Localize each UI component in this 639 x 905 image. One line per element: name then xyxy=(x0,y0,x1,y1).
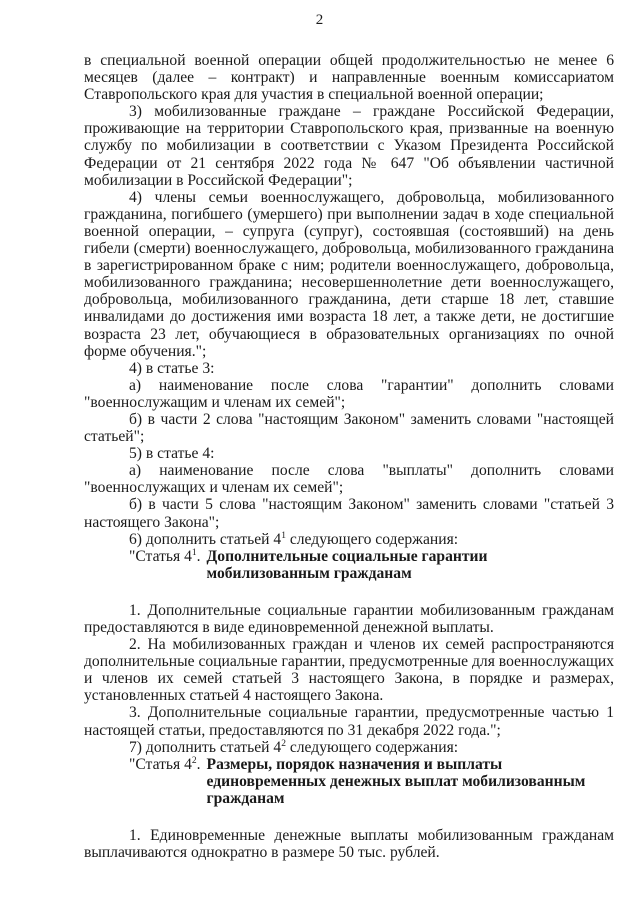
paragraph-continuation: в специальной военной операции общей продолжительностью не менее 6 месяцев (далее – контракт) и направленные военным комиссариатом Ставропольского края для участия в специальной военной операции; xyxy=(84,52,614,104)
amend-6-text-end: следующего содержания: xyxy=(285,530,459,548)
article-4-2-heading xyxy=(84,756,614,807)
amend-7-superscript: 2 xyxy=(281,738,286,749)
article-4-2-label-text: "Статья 4 xyxy=(129,755,192,773)
amend-6-text: 6) дополнить статьей 4 xyxy=(129,530,282,548)
article-4-2-label xyxy=(129,756,201,807)
paragraph-amend-4b: б) в части 2 слова "настоящим Законом" заменить словами "настоящей статьей"; xyxy=(84,410,614,446)
article-4-1-label-dot: . xyxy=(196,547,201,565)
paragraph-amend-7 xyxy=(84,739,614,756)
article-4-2-label-superscript: 2 xyxy=(191,755,197,766)
amend-7-text: 7) дополнить статьей 4 xyxy=(129,738,282,756)
paragraph-item-4: 4) члены семьи военнослужащего, добровольца, мобилизованного гражданина, погибшего (умершего) при выполнении задач в ходе специальной военной операции, – супруга (супруг), состоявшая (состоявший) на день гибели (смерти) военнослужащего, добровольца, мобилизованного гражданина в зарегистрированном браке с ним; родители военнослужащего, добровольца, мобилизованного гражданина; несовершеннолетние дети военнослужащего, добровольца, мобилизованного гражданина, дети старше 18 лет, ставшие инвалидами до достижения ими возраста 18 лет, а также дети, не достигшие возраста 23 лет, обучающиеся в образовательных организациях по очной форме обучения."; xyxy=(84,188,614,360)
article-4-2-title: Размеры, порядок назначения и выплаты единовременных денежных выплат мобилизованным гражданам xyxy=(206,755,586,807)
paragraph-amend-4: 4) в статье 3: xyxy=(129,359,215,377)
paragraph-item-3: 3) мобилизованные граждане – граждане Российской Федерации, проживающие на территории Ставропольского края, призванные на военную службу по мобилизации в соответствии с Указом Президента Российской Федерации от 21 сентября 2022 года № 647 "Об объявлении частичной мобилизации в Российской Федерации"; xyxy=(84,103,614,189)
article-4-1-heading xyxy=(84,548,614,582)
amend-7-text-end: следующего содержания: xyxy=(285,738,459,756)
article-4-1-part-3: 3. Дополнительные социальные гарантии, предусмотренные частью 1 настоящей статьи, предоставляются по 31 декабря 2022 года."; xyxy=(84,704,614,739)
paragraph-amend-5: 5) в статье 4: xyxy=(129,445,215,463)
paragraph-amend-6 xyxy=(84,531,614,548)
spacer xyxy=(84,807,614,827)
article-4-2-part-1: 1. Единовременные денежные выплаты мобилизованным гражданам выплачиваются однократно в размере 50 тыс. рублей. xyxy=(84,827,614,862)
page-number: 2 xyxy=(315,12,324,28)
article-4-1-part-1: 1. Дополнительные социальные гарантии мобилизованным гражданам предоставляются в виде единовременной денежной выплаты. xyxy=(84,601,614,636)
spacer xyxy=(84,582,614,602)
paragraph-amend-5b: б) в части 5 слова "настоящим Законом" заменить словами "статьей 3 настоящего Закона"; xyxy=(84,496,614,531)
document-body xyxy=(84,52,614,861)
article-4-1-label-superscript: 1 xyxy=(191,547,197,558)
amend-6-superscript: 1 xyxy=(281,530,286,541)
article-4-1-part-2: 2. На мобилизованных граждан и членов их семей распространяются дополнительные социальные гарантии, предусмотренные для военнослужащих и членов их семей статьей 3 настоящего Закона, в порядке и размерах, установленных статьей 4 настоящего Закона. xyxy=(84,636,614,705)
article-4-2-label-dot: . xyxy=(196,755,201,773)
paragraph-amend-5a: а) наименование после слова "выплаты" дополнить словами "военнослужащих и членам их семей"; xyxy=(84,462,614,497)
article-4-1-label xyxy=(129,548,201,582)
paragraph-amend-4a: а) наименование после слова "гарантии" дополнить словами "военнослужащим и членам их семей"; xyxy=(84,376,614,411)
article-4-1-title: Дополнительные социальные гарантии мобилизованным гражданам xyxy=(206,547,488,582)
article-4-1-label-text: "Статья 4 xyxy=(129,547,192,565)
